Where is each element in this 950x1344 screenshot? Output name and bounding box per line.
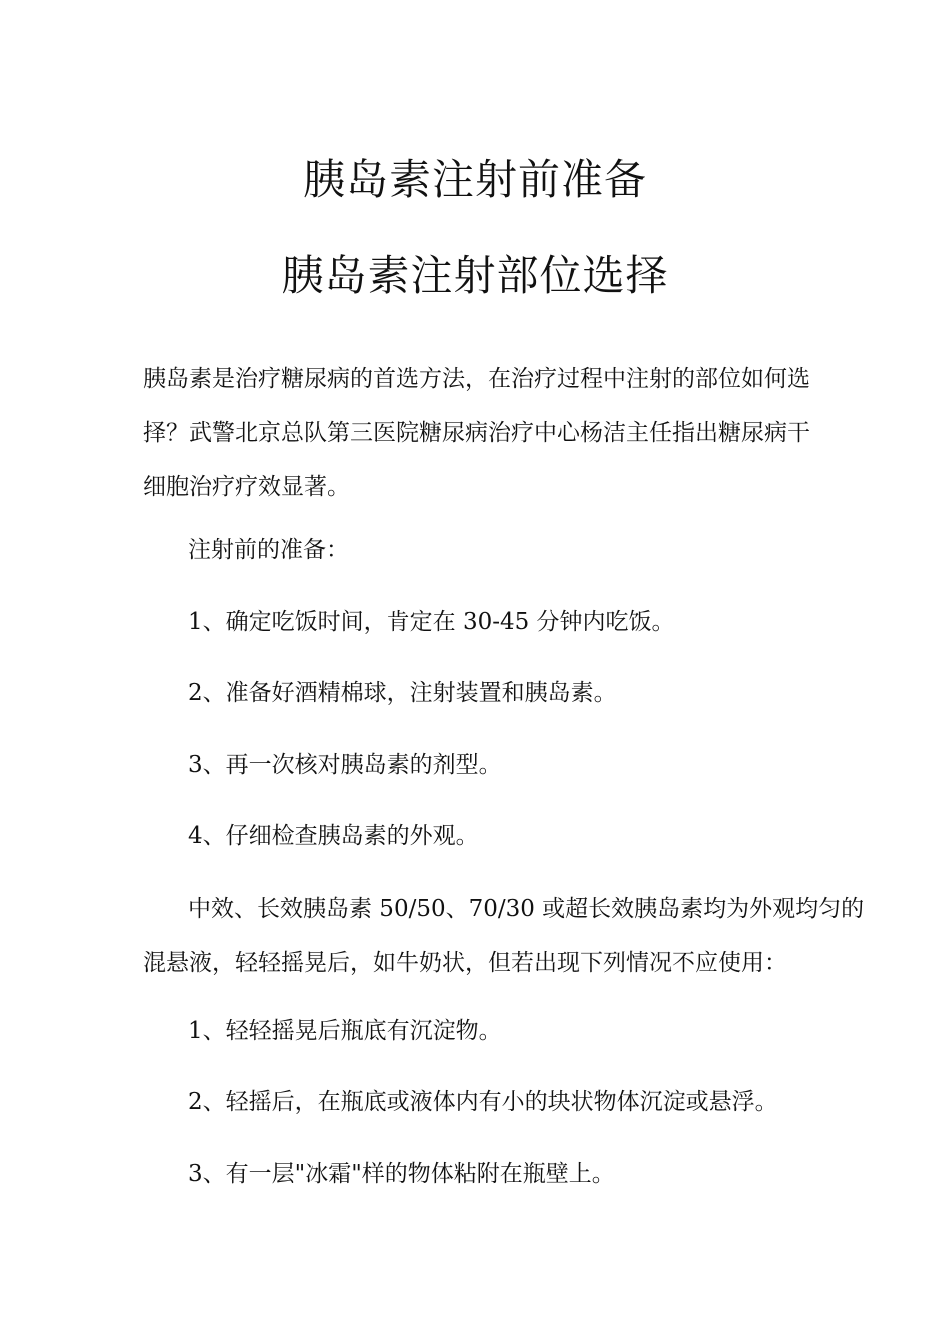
preparation-item: 1、确定吃饭时间，肯定在 30-45 分钟内吃饭。 bbox=[188, 609, 675, 635]
preparation-item: 2、准备好酒精棉球，注射装置和胰岛素。 bbox=[188, 680, 617, 706]
intro-line: 胰岛素是治疗糖尿病的首选方法，在治疗过程中注射的部位如何选 bbox=[143, 366, 810, 392]
suspension-paragraph bbox=[143, 882, 865, 990]
suspension-item: 3、有一层"冰霜"样的物体粘附在瓶壁上。 bbox=[188, 1161, 615, 1187]
preparation-item: 3、再一次核对胰岛素的剂型。 bbox=[188, 752, 502, 778]
suspension-item: 1、轻轻摇晃后瓶底有沉淀物。 bbox=[188, 1018, 502, 1044]
intro-line: 择？武警北京总队第三医院糖尿病治疗中心杨洁主任指出糖尿病干 bbox=[143, 420, 810, 446]
intro-paragraph bbox=[143, 352, 815, 514]
page-title: 胰岛素注射前准备 bbox=[302, 155, 647, 204]
page-subtitle: 胰岛素注射部位选择 bbox=[281, 251, 669, 300]
suspension-line: 中效、长效胰岛素 50/50、70/30 或超长效胰岛素均为外观均匀的 bbox=[188, 896, 865, 922]
preparation-item: 4、仔细检查胰岛素的外观。 bbox=[188, 823, 479, 849]
preparation-heading: 注射前的准备： bbox=[188, 537, 349, 563]
intro-line: 细胞治疗疗效显著。 bbox=[143, 474, 350, 500]
suspension-line: 混悬液，轻轻摇晃后，如牛奶状，但若出现下列情况不应使用： bbox=[143, 950, 787, 976]
suspension-item: 2、轻摇后，在瓶底或液体内有小的块状物体沉淀或悬浮。 bbox=[188, 1089, 778, 1115]
